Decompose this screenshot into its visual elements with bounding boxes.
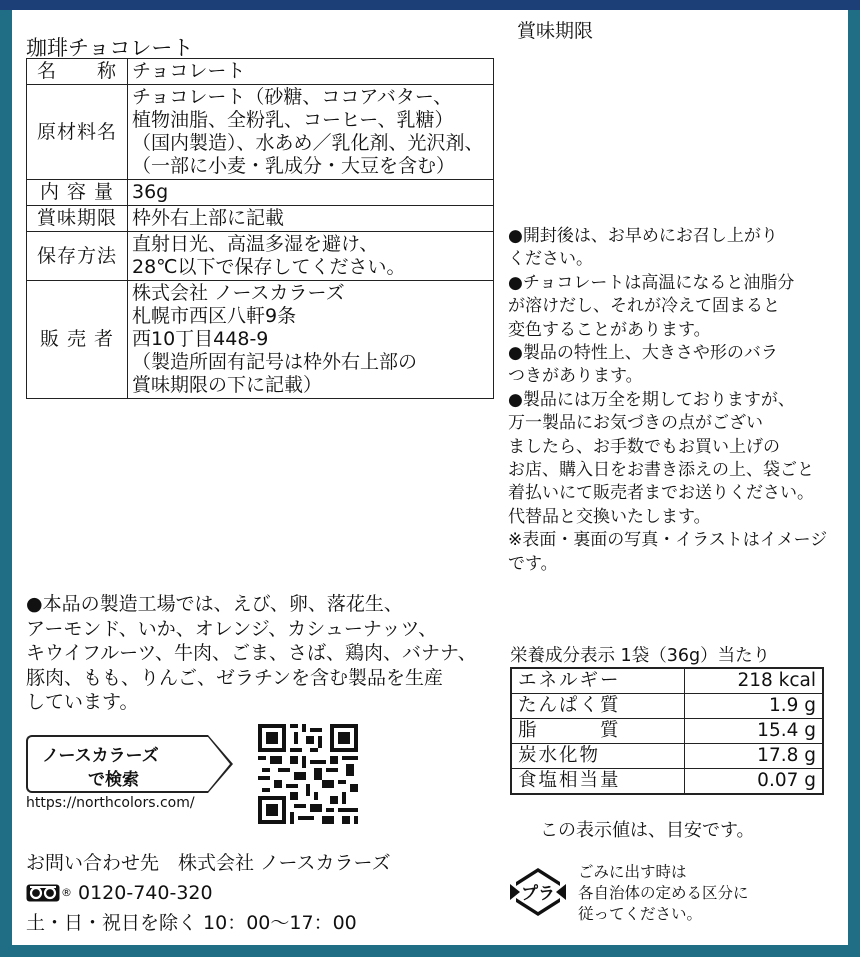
note-line: 着払いにて販売者までお送りください。 — [508, 483, 814, 504]
website-url[interactable]: https://northcolors.com/ — [26, 795, 195, 811]
recycle-symbol-text: プラ — [521, 884, 555, 904]
top-frame-band — [0, 0, 860, 10]
nutrition-row — [511, 719, 823, 744]
nutrition-row — [511, 668, 823, 694]
info-row-seller — [27, 281, 494, 399]
nutrition-heading: 栄養成分表示 1袋（36g）当たり — [510, 646, 771, 666]
contact-info — [26, 848, 391, 938]
recycle-line: 各自治体の定める区分に — [578, 884, 749, 902]
product-info-table — [26, 58, 494, 399]
note-line: ●開封後は、お早めにお召し上がり — [508, 226, 778, 246]
phone-number[interactable]: 0120-740-320 — [78, 882, 213, 904]
nutrition-row — [511, 694, 823, 719]
info-key: 原材料名 — [27, 85, 128, 180]
search-badge — [26, 735, 208, 793]
note-line: お店、購入日をお書き添えの上、袋ごと — [508, 460, 814, 481]
nutrient-name: たんぱく質 — [511, 694, 685, 719]
info-row-best-before — [27, 206, 494, 232]
info-key: 保存方法 — [27, 232, 128, 281]
nutrition-guide-note: この表示値は、目安です。 — [540, 820, 755, 841]
label-sheet — [12, 10, 848, 945]
factory-line: しています。 — [26, 691, 139, 713]
best-before-label: 賞味期限 — [517, 20, 594, 42]
info-key: 販 売 者 — [27, 281, 128, 399]
info-row-net-weight — [27, 180, 494, 206]
recycle-instructions — [578, 862, 749, 925]
note-line: ※表面・裏面の写真・イラストはイメージ — [508, 530, 828, 551]
info-key: 内 容 量 — [27, 180, 128, 206]
nutrition-row — [511, 769, 823, 795]
info-row-name — [27, 59, 494, 85]
note-line: です。 — [508, 553, 558, 574]
nutrient-name: エネルギー — [511, 668, 685, 694]
recycle-line: ごみに出す時は — [578, 863, 687, 881]
contact-company: お問い合わせ先 株式会社 ノースカラーズ — [26, 852, 391, 874]
note-line: 変色することがあります。 — [508, 319, 711, 340]
nutrient-value: 17.8 g — [685, 744, 824, 769]
freedial-icon — [26, 878, 72, 908]
info-key: 名 称 — [27, 59, 128, 85]
allergen-factory-note — [26, 592, 506, 715]
qr-code-icon — [258, 724, 358, 824]
info-value: 直射日光、高温多湿を避け、 28℃以下で保存してください。 — [128, 232, 494, 281]
note-line: ●製品の特性上、大きさや形のバラ — [508, 343, 778, 364]
search-badge-brand: ノースカラーズ — [42, 746, 159, 766]
nutrient-name: 炭水化物 — [511, 744, 685, 769]
nutrient-value: 0.07 g — [685, 769, 824, 795]
note-line: ●チョコレートは高温になると油脂分 — [508, 272, 795, 293]
nutrition-row — [511, 744, 823, 769]
note-line: ましたら、お手数でもお買い上げの — [508, 436, 780, 457]
registered-mark: ® — [61, 886, 72, 899]
nutrient-value: 218 kcal — [685, 668, 824, 694]
nutrient-value: 1.9 g — [685, 694, 824, 719]
product-title: 珈琲チョコレート — [26, 36, 194, 60]
nutrition-table — [510, 667, 824, 795]
note-line: ください。 — [508, 249, 593, 270]
search-badge-action: で検索 — [88, 770, 139, 790]
info-value: 株式会社 ノースカラーズ 札幌市西区八軒9条 西10丁目448-9 （製造所固有記号は枠外右上部の 賞味期限の下に記載） — [128, 281, 494, 399]
factory-line: 豚肉、もも、りんご、ゼラチンを含む製品を生産 — [26, 666, 444, 689]
contact-phone-row — [26, 878, 391, 908]
nutrient-name: 食塩相当量 — [511, 769, 685, 795]
note-line: 万一製品にお気づきの点がござい — [508, 413, 763, 434]
note-line: 代替品と交換いたします。 — [508, 506, 711, 527]
note-line: ●製品には万全を期しておりますが、 — [508, 389, 795, 410]
info-value: チョコレート（砂糖、ココアバター、 植物油脂、全粉乳、コーヒー、乳糖） （国内製造）、水あめ／乳化剤、光沢剤、 （一部に小麦・乳成分・大豆を含む） — [128, 85, 494, 180]
note-line: が溶けだし、それが冷えて固まると — [508, 296, 780, 317]
factory-line: ●本品の製造工場では、えび、卵、落花生、 — [26, 593, 403, 615]
recycle-line: 従ってください。 — [578, 905, 703, 923]
nutrient-name: 脂 質 — [511, 719, 685, 744]
info-value: チョコレート — [128, 59, 494, 85]
caution-notes — [508, 225, 838, 576]
factory-line: キウイフルーツ、牛肉、ごま、さば、鶏肉、バナナ、 — [26, 642, 477, 664]
note-line: つきがあります。 — [508, 366, 643, 387]
info-row-storage — [27, 232, 494, 281]
nutrient-value: 15.4 g — [685, 719, 824, 744]
info-key: 賞味期限 — [27, 206, 128, 232]
info-value: 36g — [128, 180, 494, 206]
factory-line: アーモンド、いか、オレンジ、カシューナッツ、 — [26, 617, 438, 640]
info-row-ingredients — [27, 85, 494, 180]
recycle-pla-icon — [508, 862, 568, 922]
info-value: 枠外右上部に記載 — [128, 206, 494, 232]
contact-hours: 土・日・祝日を除く 10：00〜17：00 — [26, 912, 357, 934]
